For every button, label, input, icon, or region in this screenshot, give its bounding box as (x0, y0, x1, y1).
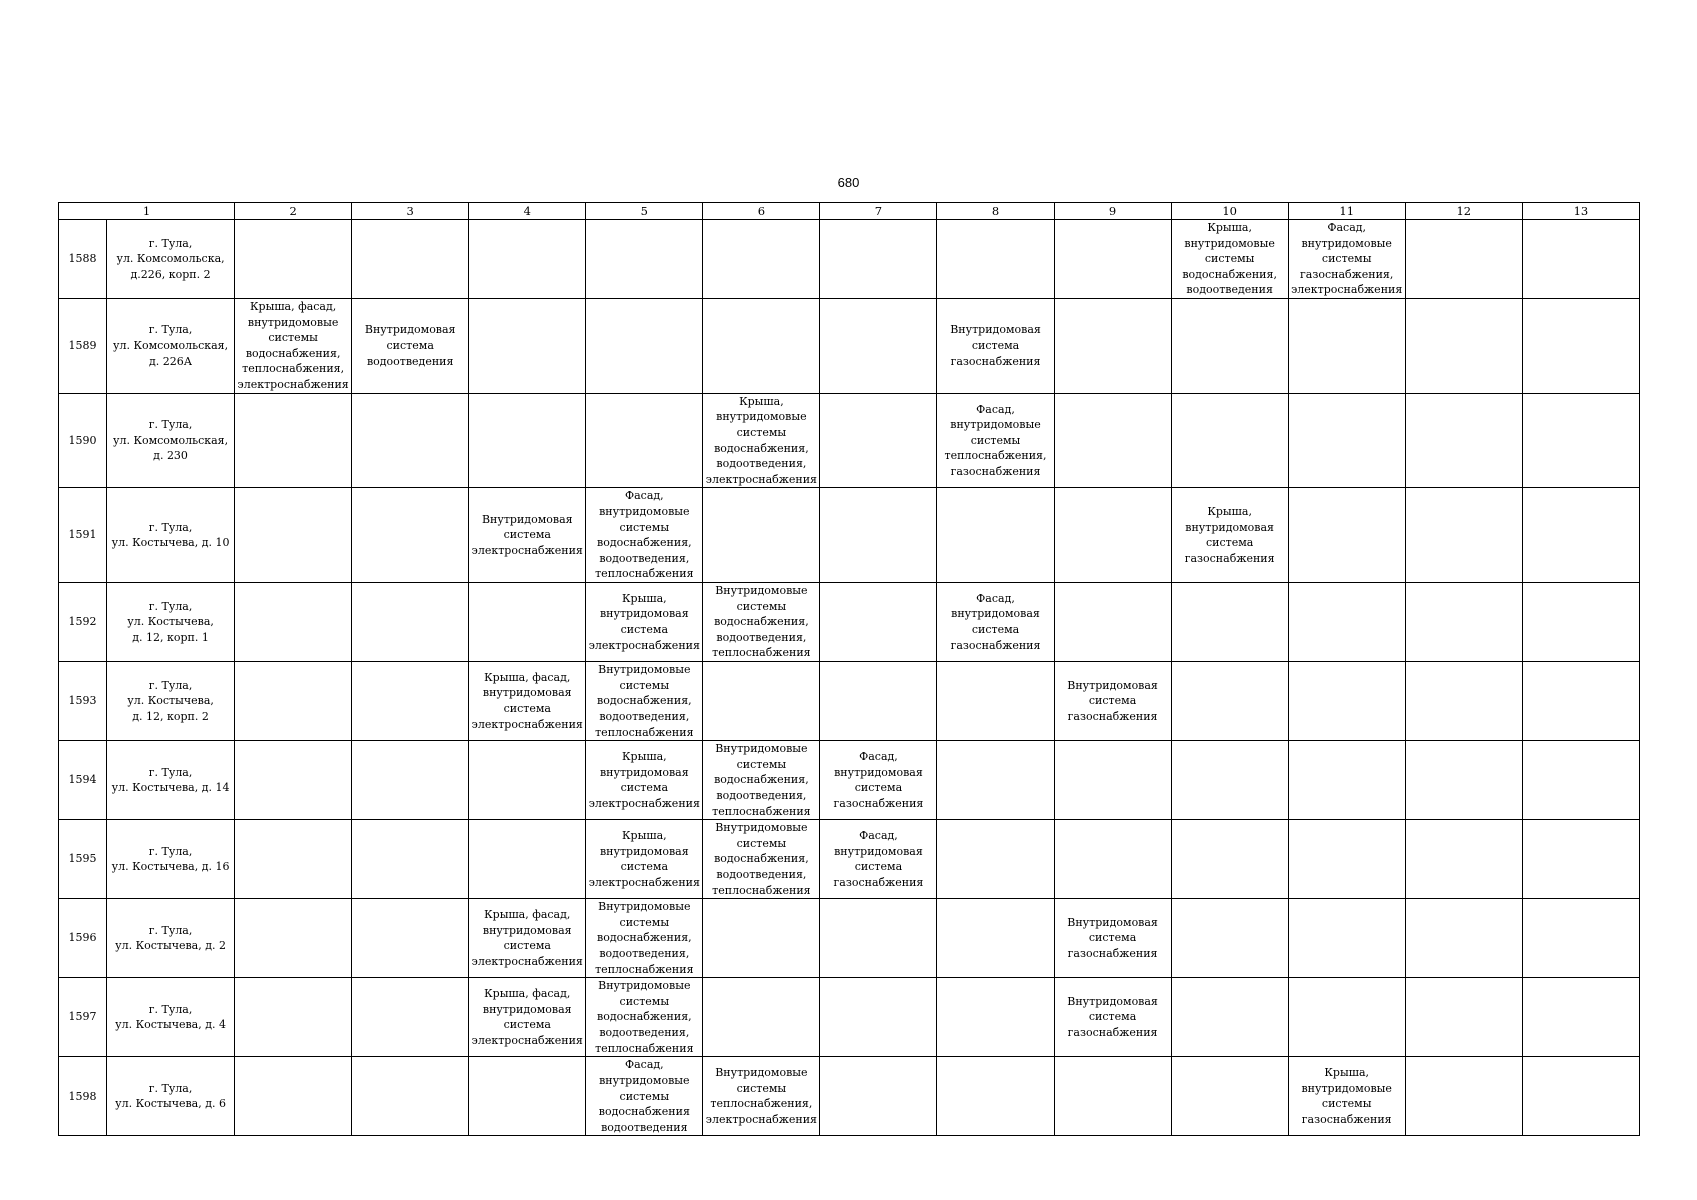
row-number-cell: 1591 (59, 488, 107, 583)
table-row (59, 393, 1640, 488)
header-col-11: 11 (1288, 203, 1405, 220)
header-col-1: 1 (59, 203, 235, 220)
header-row (59, 203, 1640, 220)
work-cell-2 (235, 899, 352, 978)
work-cell-6 (703, 299, 820, 394)
work-cell-7 (820, 393, 937, 488)
work-cell-13 (1522, 899, 1639, 978)
work-cell-12 (1405, 820, 1522, 899)
work-cell-2 (235, 1057, 352, 1136)
work-cell-8 (937, 662, 1054, 741)
work-cell-11 (1288, 299, 1405, 394)
work-cell-4 (469, 741, 586, 820)
table-row (59, 299, 1640, 394)
address-cell: г. Тула, ул. Комсомольская, д. 230 (107, 393, 235, 488)
work-cell-4 (469, 583, 586, 662)
work-cell-12 (1405, 299, 1522, 394)
work-cell-9 (1054, 220, 1171, 299)
header-col-12: 12 (1405, 203, 1522, 220)
row-number-cell: 1594 (59, 741, 107, 820)
work-cell-2 (235, 393, 352, 488)
row-number-cell: 1598 (59, 1057, 107, 1136)
row-number-cell: 1590 (59, 393, 107, 488)
work-cell-13 (1522, 820, 1639, 899)
work-cell-13 (1522, 299, 1639, 394)
header-col-5: 5 (586, 203, 703, 220)
address-cell: г. Тула, ул. Комсомольская, д. 226А (107, 299, 235, 394)
work-cell-8 (937, 820, 1054, 899)
work-cell-8: Фасад, внутридомовые системы теплоснабжения, газоснабжения (937, 393, 1054, 488)
work-cell-5 (586, 299, 703, 394)
work-cell-7 (820, 978, 937, 1057)
work-cell-11 (1288, 662, 1405, 741)
work-cell-11 (1288, 583, 1405, 662)
work-cell-9 (1054, 1057, 1171, 1136)
work-cell-10 (1171, 978, 1288, 1057)
row-number-cell: 1588 (59, 220, 107, 299)
work-cell-8 (937, 488, 1054, 583)
work-cell-10 (1171, 393, 1288, 488)
work-cell-4 (469, 299, 586, 394)
work-cell-5: Внутридомовые системы водоснабжения, водоотведения, теплоснабжения (586, 662, 703, 741)
work-cell-7: Фасад, внутридомовая система газоснабжения (820, 820, 937, 899)
work-cell-9: Внутридомовая система газоснабжения (1054, 978, 1171, 1057)
work-cell-3: Внутридомовая система водоотведения (352, 299, 469, 394)
work-cell-10 (1171, 741, 1288, 820)
work-cell-6 (703, 662, 820, 741)
work-cell-2 (235, 488, 352, 583)
table-row (59, 899, 1640, 978)
work-cell-10: Крыша, внутридомовая система газоснабжения (1171, 488, 1288, 583)
address-cell: г. Тула, ул. Костычева, д. 12, корп. 2 (107, 662, 235, 741)
work-cell-11 (1288, 393, 1405, 488)
table-row (59, 220, 1640, 299)
work-cell-3 (352, 583, 469, 662)
work-cell-11 (1288, 488, 1405, 583)
work-cell-12 (1405, 393, 1522, 488)
work-cell-7 (820, 299, 937, 394)
table-row (59, 978, 1640, 1057)
repair-schedule-table (58, 202, 1640, 1136)
work-cell-11 (1288, 820, 1405, 899)
row-number-cell: 1589 (59, 299, 107, 394)
work-cell-5: Внутридомовые системы водоснабжения, водоотведения, теплоснабжения (586, 978, 703, 1057)
address-cell: г. Тула, ул. Костычева, д. 4 (107, 978, 235, 1057)
header-col-6: 6 (703, 203, 820, 220)
work-cell-6 (703, 488, 820, 583)
work-cell-13 (1522, 1057, 1639, 1136)
work-cell-11 (1288, 899, 1405, 978)
work-cell-7 (820, 1057, 937, 1136)
work-cell-12 (1405, 583, 1522, 662)
row-number-cell: 1595 (59, 820, 107, 899)
work-cell-3 (352, 393, 469, 488)
work-cell-3 (352, 899, 469, 978)
work-cell-4: Крыша, фасад, внутридомовая система электроснабжения (469, 662, 586, 741)
work-cell-6: Внутридомовые системы водоснабжения, водоотведения, теплоснабжения (703, 583, 820, 662)
work-cell-10: Крыша, внутридомовые системы водоснабжения, водоотведения (1171, 220, 1288, 299)
work-cell-5 (586, 220, 703, 299)
work-cell-10 (1171, 820, 1288, 899)
work-cell-2 (235, 662, 352, 741)
row-number-cell: 1592 (59, 583, 107, 662)
work-cell-8: Фасад, внутридомовая система газоснабжения (937, 583, 1054, 662)
address-cell: г. Тула, ул. Костычева, д. 10 (107, 488, 235, 583)
work-cell-7: Фасад, внутридомовая система газоснабжения (820, 741, 937, 820)
work-cell-13 (1522, 978, 1639, 1057)
address-cell: г. Тула, ул. Комсомольска, д.226, корп. 2 (107, 220, 235, 299)
address-cell: г. Тула, ул. Костычева, д. 14 (107, 741, 235, 820)
address-cell: г. Тула, ул. Костычева, д. 12, корп. 1 (107, 583, 235, 662)
work-cell-3 (352, 741, 469, 820)
table-row (59, 820, 1640, 899)
work-cell-12 (1405, 1057, 1522, 1136)
work-cell-13 (1522, 488, 1639, 583)
work-cell-4: Крыша, фасад, внутридомовая система электроснабжения (469, 978, 586, 1057)
table-row (59, 1057, 1640, 1136)
work-cell-6 (703, 978, 820, 1057)
work-cell-10 (1171, 583, 1288, 662)
work-cell-5: Фасад, внутридомовые системы водоснабжения, водоотведения, теплоснабжения (586, 488, 703, 583)
table-row (59, 488, 1640, 583)
work-cell-13 (1522, 220, 1639, 299)
work-cell-11 (1288, 978, 1405, 1057)
header-col-10: 10 (1171, 203, 1288, 220)
work-cell-3 (352, 1057, 469, 1136)
address-cell: г. Тула, ул. Костычева, д. 16 (107, 820, 235, 899)
work-cell-3 (352, 220, 469, 299)
header-col-13: 13 (1522, 203, 1639, 220)
work-cell-12 (1405, 220, 1522, 299)
work-cell-4 (469, 393, 586, 488)
work-cell-9: Внутридомовая система газоснабжения (1054, 899, 1171, 978)
table-row (59, 741, 1640, 820)
header-col-3: 3 (352, 203, 469, 220)
work-cell-10 (1171, 662, 1288, 741)
work-cell-3 (352, 978, 469, 1057)
work-cell-10 (1171, 1057, 1288, 1136)
work-cell-12 (1405, 741, 1522, 820)
work-cell-5 (586, 393, 703, 488)
work-cell-13 (1522, 393, 1639, 488)
work-cell-3 (352, 488, 469, 583)
work-cell-9: Внутридомовая система газоснабжения (1054, 662, 1171, 741)
row-number-cell: 1597 (59, 978, 107, 1057)
work-cell-8: Внутридомовая система газоснабжения (937, 299, 1054, 394)
work-cell-9 (1054, 488, 1171, 583)
work-cell-7 (820, 583, 937, 662)
work-cell-2 (235, 220, 352, 299)
work-cell-2 (235, 741, 352, 820)
work-cell-7 (820, 220, 937, 299)
work-cell-12 (1405, 978, 1522, 1057)
work-cell-11: Крыша, внутридомовые системы газоснабжения (1288, 1057, 1405, 1136)
work-cell-3 (352, 820, 469, 899)
work-cell-11: Фасад, внутридомовые системы газоснабжения, электроснабжения (1288, 220, 1405, 299)
work-cell-13 (1522, 583, 1639, 662)
work-cell-9 (1054, 393, 1171, 488)
work-cell-7 (820, 662, 937, 741)
header-col-8: 8 (937, 203, 1054, 220)
work-cell-9 (1054, 583, 1171, 662)
work-cell-8 (937, 899, 1054, 978)
work-cell-8 (937, 978, 1054, 1057)
work-cell-12 (1405, 899, 1522, 978)
work-cell-13 (1522, 662, 1639, 741)
work-cell-4 (469, 220, 586, 299)
work-cell-12 (1405, 488, 1522, 583)
work-cell-13 (1522, 741, 1639, 820)
work-cell-2 (235, 820, 352, 899)
work-cell-5: Крыша, внутридомовая система электроснабжения (586, 741, 703, 820)
table-row (59, 583, 1640, 662)
work-cell-5: Крыша, внутридомовая система электроснабжения (586, 820, 703, 899)
work-cell-4 (469, 820, 586, 899)
table-row (59, 662, 1640, 741)
page-number: 680 (837, 175, 860, 190)
address-cell: г. Тула, ул. Костычева, д. 6 (107, 1057, 235, 1136)
work-cell-5: Крыша, внутридомовая система электроснабжения (586, 583, 703, 662)
work-cell-4: Внутридомовая система электроснабжения (469, 488, 586, 583)
work-cell-6: Внутридомовые системы теплоснабжения, электроснабжения (703, 1057, 820, 1136)
work-cell-10 (1171, 299, 1288, 394)
work-cell-9 (1054, 741, 1171, 820)
work-cell-11 (1288, 741, 1405, 820)
work-cell-8 (937, 741, 1054, 820)
work-cell-6: Внутридомовые системы водоснабжения, водоотведения, теплоснабжения (703, 820, 820, 899)
header-col-7: 7 (820, 203, 937, 220)
header-col-4: 4 (469, 203, 586, 220)
address-cell: г. Тула, ул. Костычева, д. 2 (107, 899, 235, 978)
work-cell-6 (703, 899, 820, 978)
header-col-2: 2 (235, 203, 352, 220)
work-cell-12 (1405, 662, 1522, 741)
work-cell-6 (703, 220, 820, 299)
work-cell-8 (937, 1057, 1054, 1136)
work-cell-2 (235, 978, 352, 1057)
work-cell-9 (1054, 299, 1171, 394)
work-cell-6: Крыша, внутридомовые системы водоснабжения, водоотведения, электроснабжения (703, 393, 820, 488)
work-cell-8 (937, 220, 1054, 299)
work-cell-7 (820, 899, 937, 978)
work-cell-4 (469, 1057, 586, 1136)
work-cell-5: Внутридомовые системы водоснабжения, водоотведения, теплоснабжения (586, 899, 703, 978)
work-cell-4: Крыша, фасад, внутридомовая система электроснабжения (469, 899, 586, 978)
work-cell-2 (235, 583, 352, 662)
row-number-cell: 1593 (59, 662, 107, 741)
work-cell-10 (1171, 899, 1288, 978)
row-number-cell: 1596 (59, 899, 107, 978)
work-cell-2: Крыша, фасад, внутридомовые системы водоснабжения, теплоснабжения, электроснабжения (235, 299, 352, 394)
work-cell-3 (352, 662, 469, 741)
work-cell-6: Внутридомовые системы водоснабжения, водоотведения, теплоснабжения (703, 741, 820, 820)
work-cell-9 (1054, 820, 1171, 899)
work-cell-5: Фасад, внутридомовые системы водоснабжения водоотведения (586, 1057, 703, 1136)
header-col-9: 9 (1054, 203, 1171, 220)
work-cell-7 (820, 488, 937, 583)
